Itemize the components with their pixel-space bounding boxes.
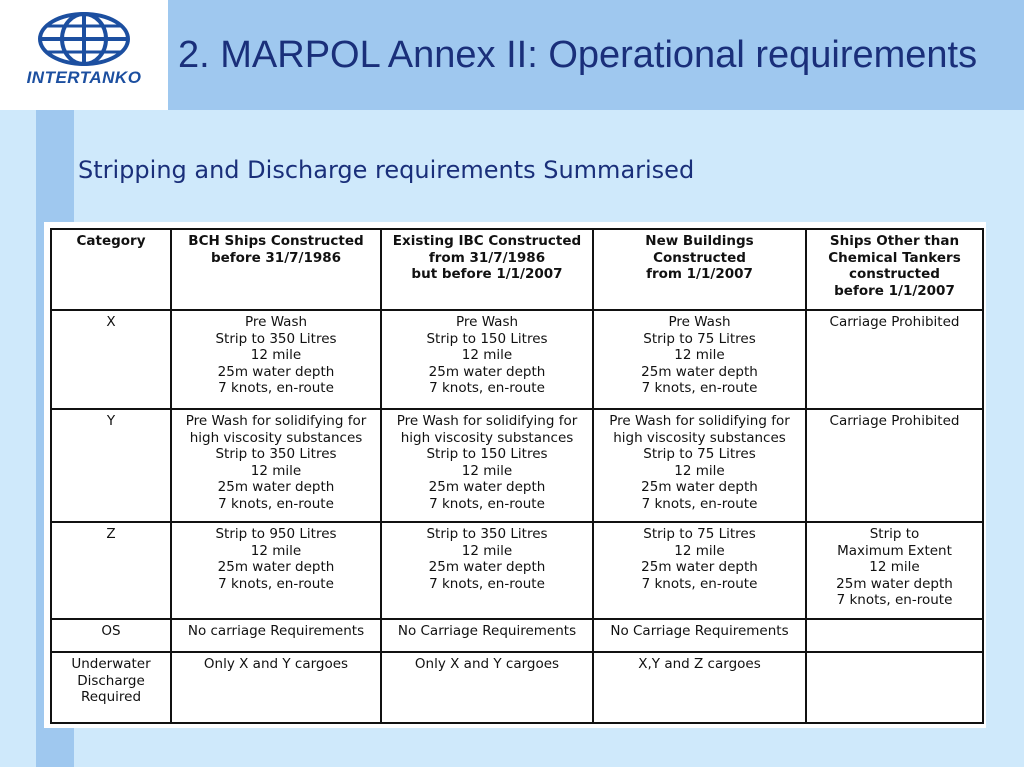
table-cell: Pre Wash Strip to 150 Litres 12 mile 25m water depth 7 knots, en-route	[381, 310, 593, 409]
table-cell: Strip to 75 Litres 12 mile 25m water depth 7 knots, en-route	[593, 522, 806, 619]
table-row	[51, 522, 983, 619]
requirements-table	[50, 228, 984, 724]
table-cell: X,Y and Z cargoes	[593, 652, 806, 723]
table-row	[51, 652, 983, 723]
table-cell: No carriage Requirements	[171, 619, 381, 652]
table-cell: Strip to 950 Litres 12 mile 25m water depth 7 knots, en-route	[171, 522, 381, 619]
table-header-row	[51, 229, 983, 310]
table-cell: Strip to 350 Litres 12 mile 25m water depth 7 knots, en-route	[381, 522, 593, 619]
table-cell: Y	[51, 409, 171, 522]
table-cell: OS	[51, 619, 171, 652]
requirements-table-panel	[44, 222, 986, 728]
header-existing-ibc: Existing IBC Constructed from 31/7/1986 but before 1/1/2007	[381, 229, 593, 310]
table-cell: Carriage Prohibited	[806, 409, 983, 522]
table-cell: No Carriage Requirements	[593, 619, 806, 652]
table-cell: Only X and Y cargoes	[381, 652, 593, 723]
logo	[0, 0, 168, 110]
table-cell: Pre Wash for solidifying for high viscosity substances Strip to 150 Litres 12 mile 25m water depth 7 knots, en-route	[381, 409, 593, 522]
table-cell: Only X and Y cargoes	[171, 652, 381, 723]
page-title: 2. MARPOL Annex II: Operational requirements	[178, 34, 978, 76]
subtitle: Stripping and Discharge requirements Summarised	[78, 156, 695, 184]
header-other-ships: Ships Other than Chemical Tankers constructed before 1/1/2007	[806, 229, 983, 310]
header-category: Category	[51, 229, 171, 310]
table-cell: Pre Wash Strip to 350 Litres 12 mile 25m water depth 7 knots, en-route	[171, 310, 381, 409]
table-row	[51, 619, 983, 652]
logo-text: INTERTANKO	[26, 68, 142, 87]
table-cell	[806, 652, 983, 723]
table-cell: Pre Wash for solidifying for high viscosity substances Strip to 350 Litres 12 mile 25m water depth 7 knots, en-route	[171, 409, 381, 522]
header-bch-ships: BCH Ships Constructed before 31/7/1986	[171, 229, 381, 310]
table-cell: Strip to Maximum Extent 12 mile 25m water depth 7 knots, en-route	[806, 522, 983, 619]
table-cell: Pre Wash Strip to 75 Litres 12 mile 25m water depth 7 knots, en-route	[593, 310, 806, 409]
table-cell: Z	[51, 522, 171, 619]
table-cell: Pre Wash for solidifying for high viscosity substances Strip to 75 Litres 12 mile 25m water depth 7 knots, en-route	[593, 409, 806, 522]
table-row	[51, 409, 983, 522]
table-row	[51, 310, 983, 409]
table-cell: No Carriage Requirements	[381, 619, 593, 652]
table-cell: Carriage Prohibited	[806, 310, 983, 409]
table-cell: Underwater Discharge Required	[51, 652, 171, 723]
left-bar	[0, 110, 36, 767]
table-cell	[806, 619, 983, 652]
globe-icon	[38, 12, 130, 66]
table-cell: X	[51, 310, 171, 409]
header-new-buildings: New Buildings Constructed from 1/1/2007	[593, 229, 806, 310]
